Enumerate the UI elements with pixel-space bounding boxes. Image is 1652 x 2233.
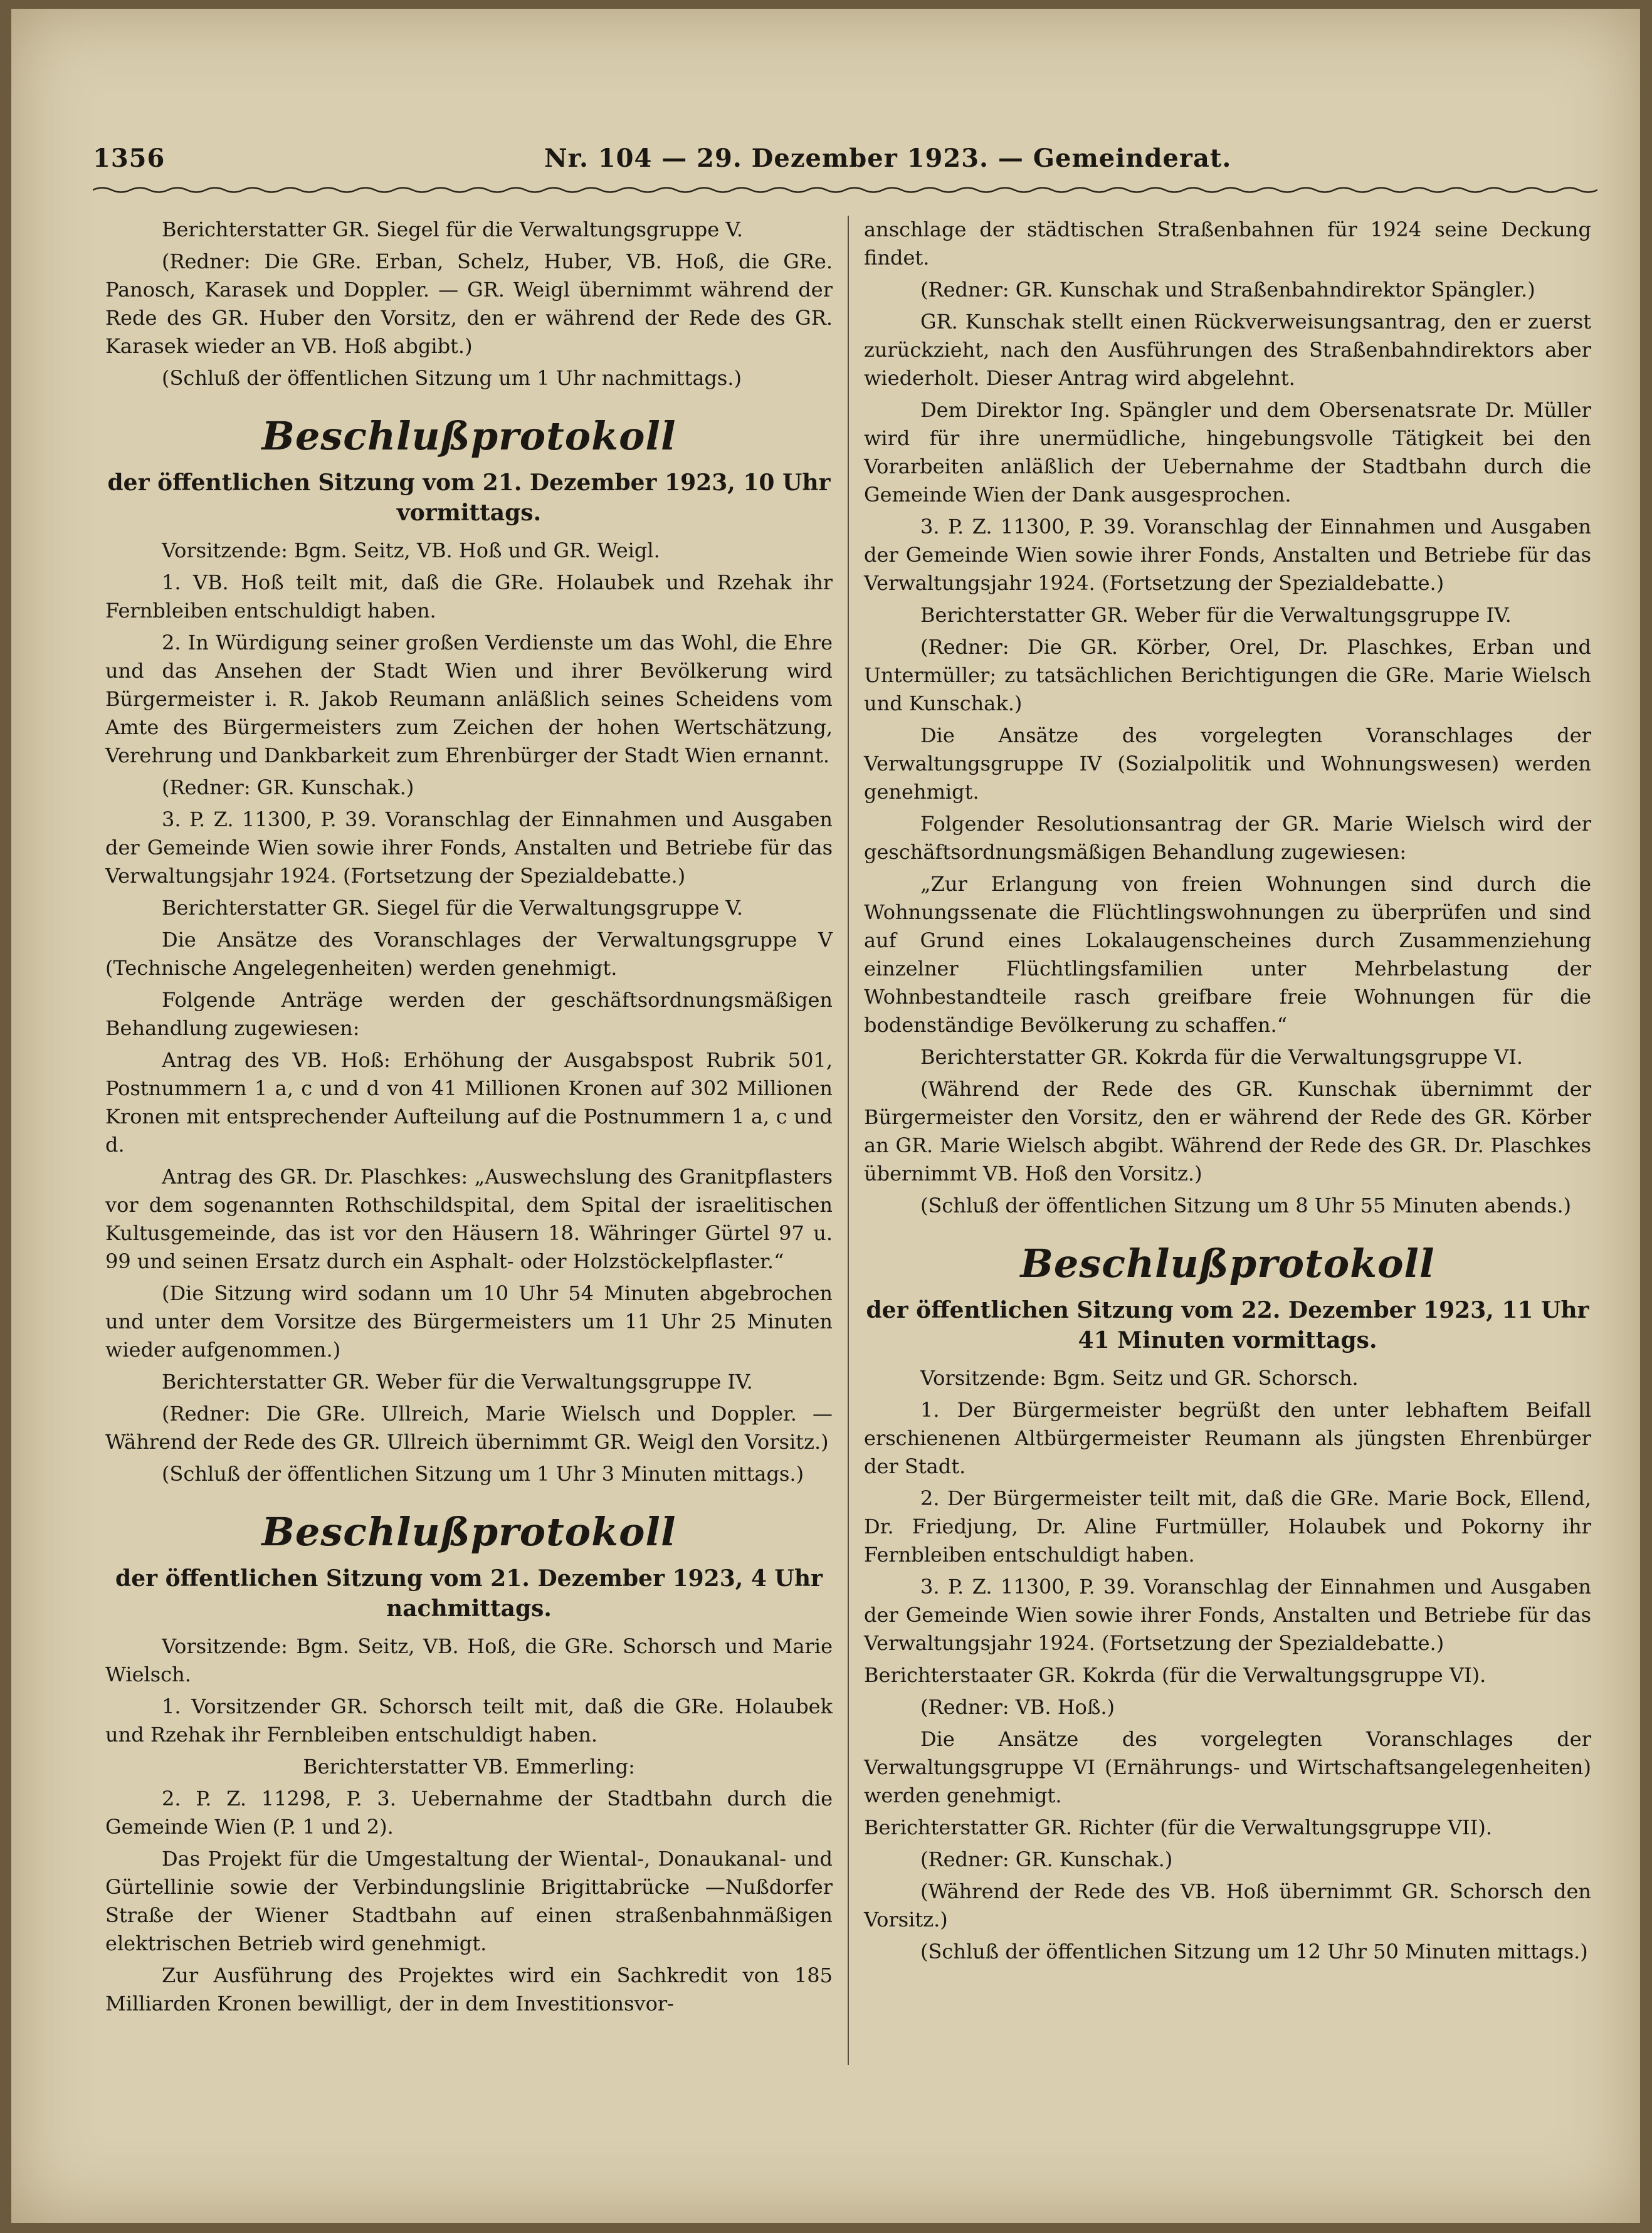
- paragraph: (Redner: Die GRe. Ullreich, Marie Wielsch und Doppler. — Während der Rede des GR. Ullreich übernimmt GR. Weigl den Vorsitz.): [105, 1402, 833, 1454]
- newspaper-page: [11, 9, 1640, 2223]
- paragraph: (Während der Rede des GR. Kunschak übernimmt der Bürgermeister den Vorsitz, den er während der Rede des GR. Körber an GR. Marie Wielsch abgibt. Während der Rede des GR. Dr. Plaschkes übernimmt VB. Hoß den Vorsitz.): [864, 1077, 1591, 1185]
- section-subtitle: der öffentlichen Sitzung vom 21. Dezember 1923, 4 Uhr nachmittags.: [115, 1565, 823, 1622]
- paragraph: Berichterstatter GR. Siegel für die Verwaltungsgruppe V.: [162, 896, 744, 920]
- section-subtitle: der öffentlichen Sitzung vom 21. Dezember 1923, 10 Uhr vormittags.: [107, 470, 831, 526]
- paragraph: Berichterstatter GR. Richter (für die Verwaltungsgruppe VII).: [864, 1815, 1493, 1839]
- paragraph: (Während der Rede des VB. Hoß übernimmt GR. Schorsch den Vorsitz.): [864, 1879, 1591, 1931]
- paragraph: 1. VB. Hoß teilt mit, daß die GRe. Holaubek und Rzehak ihr Fernbleiben entschuldigt haben.: [105, 570, 833, 623]
- section-title: Beschlußprotokoll: [1020, 1241, 1435, 1286]
- paragraph: (Schluß der öffentlichen Sitzung um 1 Uhr nachmittags.): [162, 366, 742, 390]
- paragraph: 2. In Würdigung seiner großen Verdienste um das Wohl, die Ehre und das Ansehen der Stadt Wien und ihrer Bevölkerung wird Bürgermeister i. R. Jakob Reumann anläßlich seines Scheidens vom Amte des Bürgermeisters zum Zeichen der hohen Wertschätzung, Verehrung und Dankbarkeit zum Ehrenbürger der Stadt Wien ernannt.: [105, 631, 833, 767]
- paragraph: Berichterstaater GR. Kokrda (für die Verwaltungsgruppe VI).: [864, 1663, 1486, 1687]
- paragraph: 2. Der Bürgermeister teilt mit, daß die GRe. Marie Bock, Ellend, Dr. Friedjung, Dr. Aline Furtmüller, Holaubek und Pokorny ihr Fernbleiben entschuldigt haben.: [864, 1486, 1591, 1567]
- section-subtitle: der öffentlichen Sitzung vom 22. Dezember 1923, 11 Uhr 41 Minuten vormittags.: [866, 1297, 1589, 1353]
- paragraph: (Redner: VB. Hoß.): [920, 1695, 1115, 1719]
- paragraph: (Redner: Die GR. Körber, Orel, Dr. Plaschkes, Erban und Untermüller; zu tatsächlichen Berichtigungen die GRe. Marie Wielsch und Kunschak.): [864, 635, 1591, 715]
- paragraph: Dem Direktor Ing. Spängler und dem Obersenatsrate Dr. Müller wird für ihre unermüdliche, hingebungsvolle Tätigkeit bei den Vorarbeiten anläßlich der Uebernahme der Stadtbahn durch die Gemeinde Wien der Dank ausgesprochen.: [864, 398, 1591, 507]
- column-divider: [848, 216, 849, 2065]
- section-title: Beschlußprotokoll: [261, 1509, 676, 1555]
- chair-line: Vorsitzende: Bgm. Seitz, VB. Hoß und GR. Weigl.: [162, 539, 660, 562]
- page-number: 1356: [93, 144, 166, 173]
- paragraph: (Schluß der öffentlichen Sitzung um 12 Uhr 50 Minuten mittags.): [920, 1940, 1588, 1963]
- paragraph: Die Ansätze des vorgelegten Voranschlages der Verwaltungsgruppe VI (Ernährungs- und Wirtschaftsangelegenheiten) werden genehmigt.: [864, 1727, 1591, 1807]
- paragraph: Das Projekt für die Umgestaltung der Wiental-, Donaukanal- und Gürtellinie sowie der Verbindungslinie Brigittabrücke —Nußdorfer Straße der Wiener Stadtbahn auf einen straßenbahnmäßigen elektrischen Betrieb wird genehmigt.: [105, 1847, 833, 1955]
- chair-line: Vorsitzende: Bgm. Seitz, VB. Hoß, die GRe. Schorsch und Marie Wielsch.: [105, 1634, 833, 1686]
- paragraph: Zur Ausführung des Projektes wird ein Sachkredit von 185 Milliarden Kronen bewilligt, der in dem Investitionsvor-: [105, 1963, 833, 2015]
- paragraph: (Die Sitzung wird sodann um 10 Uhr 54 Minuten abgebrochen und unter dem Vorsitze des Bürgermeisters um 11 Uhr 25 Minuten wieder aufgenommen.): [105, 1281, 833, 1362]
- paragraph: Berichterstatter GR. Siegel für die Verwaltungsgruppe V.: [162, 218, 744, 241]
- page-header: [93, 144, 1597, 181]
- paragraph: Die Ansätze des Voranschlages der Verwaltungsgruppe V (Technische Angelegenheiten) werden genehmigt.: [105, 928, 833, 980]
- chair-line: Vorsitzende: Bgm. Seitz und GR. Schorsch.: [920, 1366, 1359, 1390]
- issue-line: Nr. 104 — 29. Dezember 1923. — Gemeinderat.: [544, 144, 1232, 173]
- paragraph: 1. Vorsitzender GR. Schorsch teilt mit, daß die GRe. Holaubek und Rzehak ihr Fernbleiben entschuldigt haben.: [105, 1694, 833, 1747]
- paragraph: (Schluß der öffentlichen Sitzung um 1 Uhr 3 Minuten mittags.): [162, 1462, 804, 1486]
- paragraph: 3. P. Z. 11300, P. 39. Voranschlag der Einnahmen und Ausgaben der Gemeinde Wien sowie ihrer Fonds, Anstalten und Betriebe für das Verwaltungsjahr 1924. (Fortsetzung der Spezialdebatte.): [105, 807, 833, 888]
- paragraph: (Redner: GR. Kunschak und Straßenbahndirektor Spängler.): [920, 278, 1535, 302]
- paragraph: „Zur Erlangung von freien Wohnungen sind durch die Wohnungssenate die Flüchtlingswohnungen zu überprüfen und sind auf Grund eines Lokalaugenscheines durch Zusammenziehung einzelner Flüchtlingsfamilien unter Mehrbelastung der Wohnbestandteile rasch greifbare freie Wohnungen für die bodenständige Bevölkerung zu schaffen.“: [864, 872, 1591, 1037]
- paragraph: Antrag des GR. Dr. Plaschkes: „Auswechslung des Granitpflasters vor dem sogenannten Rothschildspital, dem Spital der israelitischen Kultusgemeinde, das ist vor den Häusern 18. Währinger Gürtel 97 u. 99 und seinen Ersatz durch ein Asphalt- oder Holzstöckelpflaster.“: [105, 1165, 833, 1273]
- paragraph: 3. P. Z. 11300, P. 39. Voranschlag der Einnahmen und Ausgaben der Gemeinde Wien sowie ihrer Fonds, Anstalten und Betriebe für das Verwaltungsjahr 1924. (Fortsetzung der Spezialdebatte.): [864, 1575, 1591, 1655]
- paragraph: (Redner: GR. Kunschak.): [162, 775, 414, 799]
- paragraph: Folgender Resolutionsantrag der GR. Marie Wielsch wird der geschäftsordnungsmäßigen Behandlung zugewiesen:: [864, 812, 1591, 864]
- paragraph: 1. Der Bürgermeister begrüßt den unter lebhaftem Beifall erschienenen Altbürgermeister Reumann als jüngsten Ehrenbürger der Stadt.: [864, 1398, 1591, 1478]
- paragraph: anschlage der städtischen Straßenbahnen für 1924 seine Deckung findet.: [864, 218, 1591, 270]
- paragraph: Berichterstatter GR. Kokrda für die Verwaltungsgruppe VI.: [920, 1045, 1523, 1069]
- left-column: [105, 216, 833, 2190]
- paragraph: (Schluß der öffentlichen Sitzung um 8 Uhr 55 Minuten abends.): [920, 1194, 1572, 1217]
- paragraph: Berichterstatter GR. Weber für die Verwaltungsgruppe IV.: [162, 1370, 753, 1394]
- paragraph: GR. Kunschak stellt einen Rückverweisungsantrag, den er zuerst zurückzieht, nach den Ausführungen des Straßenbahndirektors aber wiederholt. Dieser Antrag wird abgelehnt.: [864, 310, 1591, 390]
- header-wavy-rule: [93, 186, 1597, 194]
- paragraph: Folgende Anträge werden der geschäftsordnungsmäßigen Behandlung zugewiesen:: [105, 988, 833, 1040]
- paragraph: 2. P. Z. 11298, P. 3. Uebernahme der Stadtbahn durch die Gemeinde Wien (P. 1 und 2).: [105, 1787, 833, 1839]
- section-title: Beschlußprotokoll: [261, 413, 676, 459]
- paragraph: Antrag des VB. Hoß: Erhöhung der Ausgabspost Rubrik 501, Postnummern 1 a, c und d von 41 Millionen Kronen auf 302 Millionen Kronen mit entsprechender Aufteilung auf die Postnummern 1 a, c und d.: [105, 1048, 833, 1157]
- paragraph: Berichterstatter GR. Weber für die Verwaltungsgruppe IV.: [920, 603, 1512, 627]
- paragraph: Die Ansätze des vorgelegten Voranschlages der Verwaltungsgruppe IV (Sozialpolitik und Wohnungswesen) werden genehmigt.: [864, 723, 1591, 804]
- paragraph: (Redner: GR. Kunschak.): [920, 1847, 1173, 1871]
- paragraph: Berichterstatter VB. Emmerling:: [303, 1755, 635, 1779]
- paragraph: (Redner: Die GRe. Erban, Schelz, Huber, VB. Hoß, die GRe. Panosch, Karasek und Doppler. — GR. Weigl übernimmt während der Rede des GR. Huber den Vorsitz, den er während der Rede des GR. Karasek wieder an VB. Hoß abgibt.): [105, 250, 833, 358]
- paragraph: 3. P. Z. 11300, P. 39. Voranschlag der Einnahmen und Ausgaben der Gemeinde Wien sowie ihrer Fonds, Anstalten und Betriebe für das Verwaltungsjahr 1924. (Fortsetzung der Spezialdebatte.): [864, 515, 1591, 595]
- right-column: [864, 216, 1591, 2190]
